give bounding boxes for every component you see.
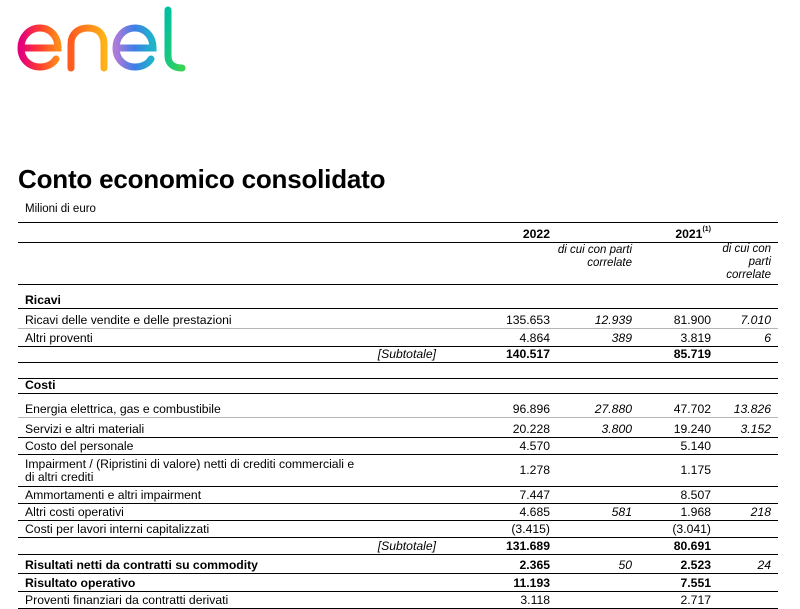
- col-related-2021-header: di cui con parti correlate: [722, 243, 771, 281]
- header-related-row: [18, 243, 778, 285]
- table-row: Costi per lavori interni capitalizzati (3.415) (3.041): [18, 521, 778, 538]
- page-title: Conto economico consolidato: [18, 164, 386, 194]
- table-row: Ricavi delle vendite e delle prestazioni 135.653 12.939 81.900 7.010: [18, 309, 778, 329]
- subtotal-row-costi: [Subtotale] 131.689 80.691: [18, 538, 778, 555]
- col-2022-header: 2022: [522, 227, 550, 241]
- section-ricavi: Ricavi: [18, 285, 778, 309]
- subtotal-row-ricavi: [Subtotale] 140.517 85.719: [18, 346, 778, 363]
- table-row: Energia elettrica, gas e combustibile 96.896 27.880 47.702 13.826: [18, 394, 778, 418]
- table-row: Altri proventi 4.864 389 3.819 6: [25, 331, 771, 345]
- section-costi: Costi: [18, 378, 778, 394]
- table-row: Servizi e altri materiali 20.228 3.800 19.240 3.152: [18, 418, 778, 438]
- col-related-2022-header: di cui con parti correlate: [557, 244, 632, 269]
- table-row: Ammortamenti e altri impairment 7.447 8.507: [18, 487, 778, 504]
- table-row: Impairment / (Ripristini di valore) netti di crediti commerciali e di altri crediti 1.278 1.175: [18, 455, 778, 487]
- table-row: Risultato operativo 11.193 7.551: [18, 574, 778, 592]
- table-row: Proventi finanziari da contratti derivati 3.118 2.717: [18, 592, 778, 609]
- table-row: Altri costi operativi 4.685 581 1.968 218: [18, 504, 778, 521]
- spacer: [18, 363, 778, 378]
- enel-logo: [16, 6, 206, 74]
- table-row: Risultati netti da contratti su commodity 2.365 50 2.523 24: [18, 555, 778, 574]
- col-2021-header: 2021$^{(1)}$: [675, 226, 711, 241]
- income-statement-table: [18, 222, 778, 609]
- table-row: Costo del personale 4.570 5.140: [18, 438, 778, 455]
- header-years-row: [18, 222, 778, 243]
- unit-caption: Milioni di euro: [25, 203, 96, 215]
